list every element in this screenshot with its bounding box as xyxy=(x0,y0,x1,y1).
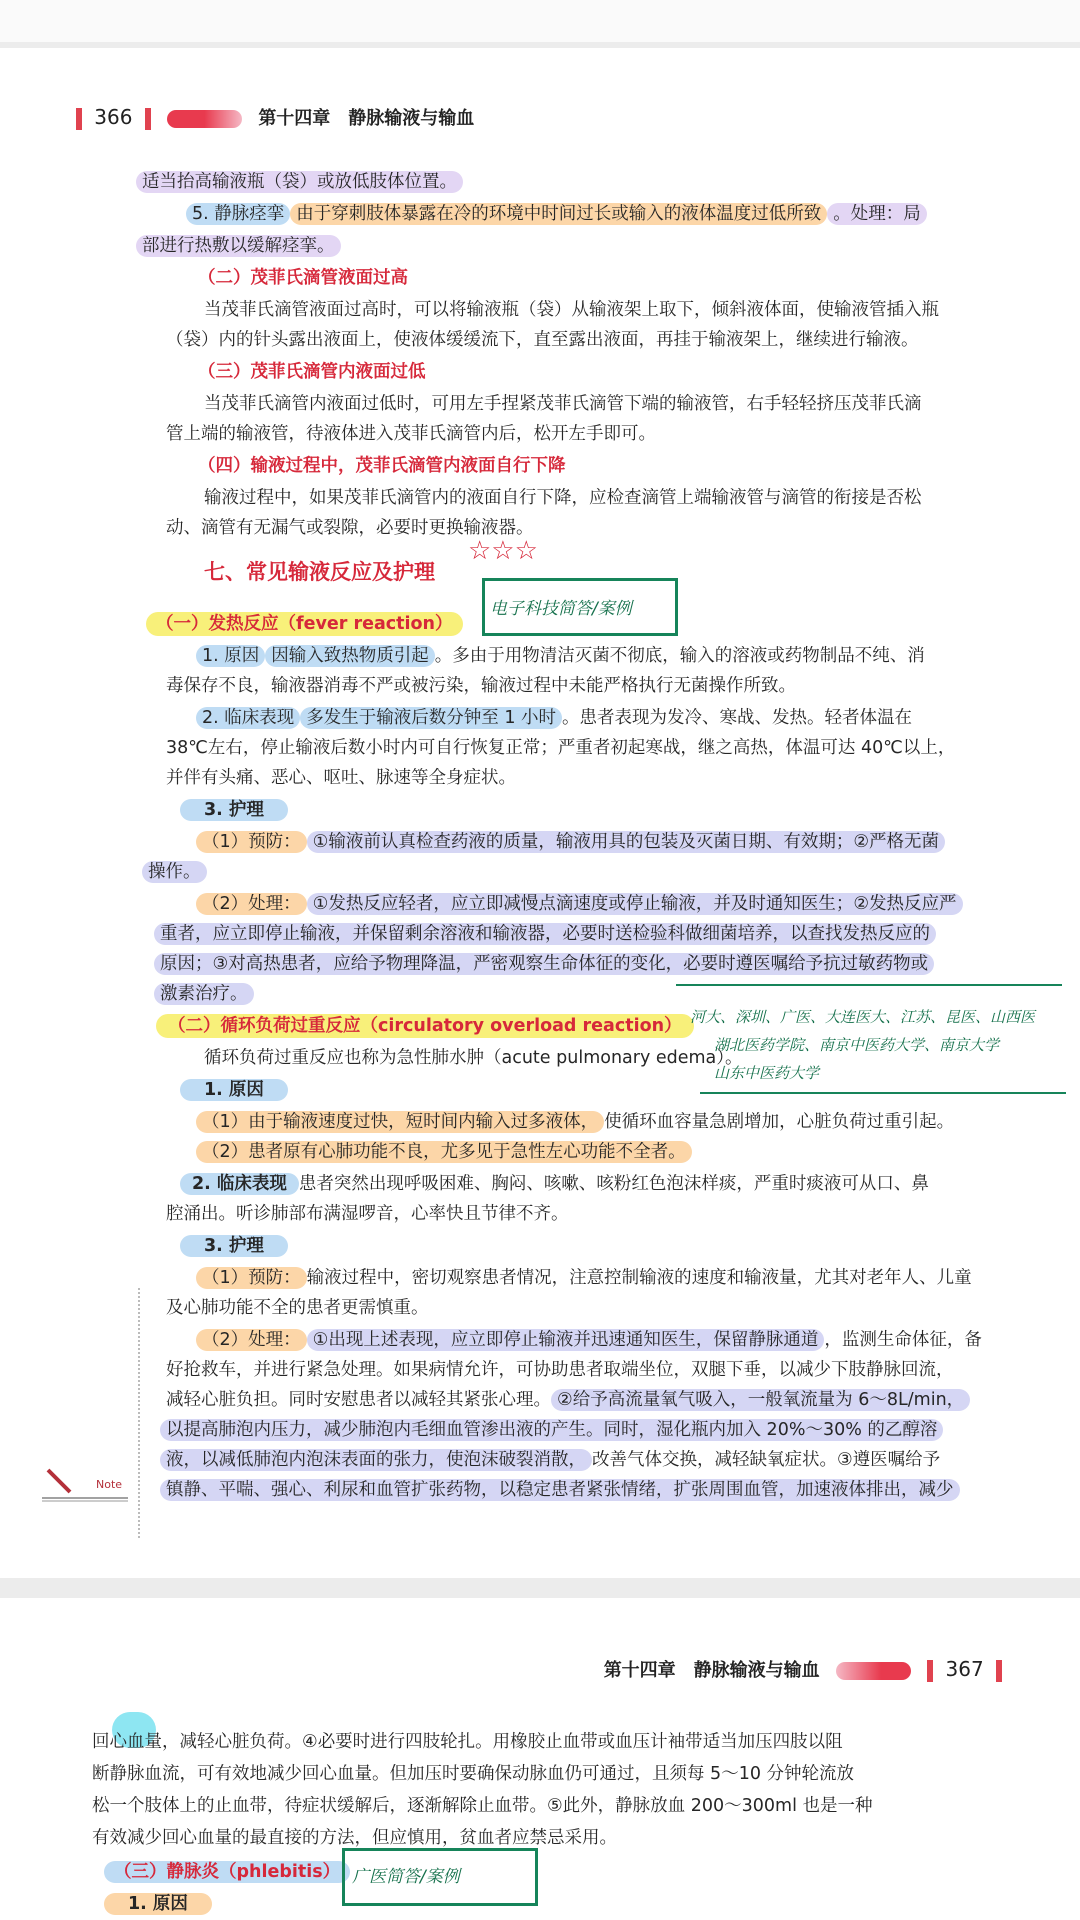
text-line: （2）患者原有心肺功能不良，尤多见于急性左心功能不全者。 xyxy=(196,1140,692,1164)
subheading: 1. 原因 xyxy=(180,1078,288,1102)
text-line: （2）处理： ①发热反应轻者，应立即减慢点滴速度或停止输液，并及时通知医生；②发热反应严 xyxy=(196,892,963,916)
header-pill xyxy=(836,1662,911,1680)
text-line: 38℃左右，停止输液后数小时内可自行恢复正常；严重者初起寒战，继之高热，体温可达 40℃以上， xyxy=(166,738,956,758)
previous-page-strip xyxy=(0,0,1080,42)
text-line: （袋）内的针头露出液面上，使液体缓缓流下，直至露出液面，再挂于输液架上，继续进行输液。 xyxy=(166,330,919,350)
text-line: 减轻心脏负担。同时安慰患者以减轻其紧张心理。 ②给予高流量氧气吸入，一般氧流量为 6～8L/min， xyxy=(166,1388,970,1412)
text-line: 激素治疗。 xyxy=(154,982,254,1006)
section-heading: 七、常见输液反应及护理 xyxy=(204,560,435,584)
text-line: 松一个肢体上的止血带，待症状缓解后，逐渐解除止血带。⑤此外，静脉放血 200～300ml 也是一种 xyxy=(92,1796,873,1816)
page-header xyxy=(604,1656,1002,1682)
text-line: 腔涌出。听诊肺部布满湿啰音，心率快且节律不齐。 xyxy=(166,1204,569,1224)
subheading: 1. 原因 xyxy=(104,1892,212,1916)
subheading: （三）静脉炎（phlebitis） xyxy=(104,1860,350,1884)
text-line: 部进行热敷以缓解痉挛。 xyxy=(136,234,341,258)
text-line: 循环负荷过重反应也称为急性肺水肿（acute pulmonary edema）。 xyxy=(204,1048,743,1068)
text-line: 毒保存不良，输液器消毒不严或被污染，输液过程中未能严格执行无菌操作所致。 xyxy=(166,676,796,696)
subheading: （三）茂菲氏滴管内液面过低 xyxy=(198,362,426,382)
subheading: （一）发热反应（fever reaction） xyxy=(146,612,463,636)
handwritten-note: 湖北医药学院、南京中医药大学、南京大学 xyxy=(714,1036,1000,1054)
page-number: 366 xyxy=(94,105,133,129)
text-line: （1）预防： ①输液前认真检查药液的质量，输液用具的包装及灭菌日期、有效期；②严格无菌 xyxy=(196,830,945,854)
handwritten-note: 广医简答/案例 xyxy=(352,1867,460,1887)
page-number: 367 xyxy=(945,1657,984,1681)
handwritten-note: 电子科技简答/案例 xyxy=(490,599,632,619)
handwritten-line xyxy=(700,1092,1066,1094)
text-line: 原因；③对高热患者，应给予物理降温，严密观察生命体征的变化，必要时遵医嘱给予抗过敏药物或 xyxy=(154,952,934,976)
text-line: 好抢救车，并进行紧急处理。如果病情允许，可协助患者取端坐位，双腿下垂，以减少下肢静脉回流， xyxy=(166,1360,954,1380)
text-line: 有效减少回心血量的最直接的方法，但应慎用，贫血者应禁忌采用。 xyxy=(92,1828,617,1848)
text-line: （1）由于输液速度过快，短时间内输入过多液体， 使循环血容量急剧增加，心脏负荷过重引起。 xyxy=(196,1110,954,1134)
note-marker xyxy=(40,1466,130,1506)
header-pill xyxy=(167,110,242,128)
text-line: 重者，应立即停止输液，并保留剩余溶液和输液器，必要时送检验科做细菌培养，以查找发热反应的 xyxy=(154,922,936,946)
text-line: 2. 临床表现 多发生于输液后数分钟至 1 小时 。患者表现为发冷、寒战、发热。轻者体温在 xyxy=(196,706,912,730)
text-line: 1. 原因 因输入致热物质引起 。多由于用物清洁灭菌不彻底，输入的溶液或药物制品不纯、消 xyxy=(196,644,925,668)
text-line: （1）预防： 输液过程中，密切观察患者情况，注意控制输液的速度和输液量，尤其对老年人、儿童 xyxy=(196,1266,972,1290)
text-line: 回心血量，减轻心脏负荷。④必要时进行四肢轮扎。用橡胶止血带或血压计袖带适当加压四肢以阻 xyxy=(92,1732,843,1752)
subheading: （四）输液过程中，茂菲氏滴管内液面自行下降 xyxy=(198,456,566,476)
text-line: 2. 临床表现 患者突然出现呼吸困难、胸闷、咳嗽、咳粉红色泡沫样痰，严重时痰液可从口、鼻 xyxy=(180,1172,929,1196)
page-367 xyxy=(0,1598,1080,1920)
star-doodle: ☆☆☆ xyxy=(468,536,538,566)
subheading: 3. 护理 xyxy=(180,798,288,822)
handwritten-line xyxy=(676,984,1062,986)
page-header xyxy=(76,104,474,130)
header-bar xyxy=(76,108,82,130)
text-line: 适当抬高输液瓶（袋）或放低肢体位置。 xyxy=(136,170,463,194)
text-line: 动、滴管有无漏气或裂隙，必要时更换输液器。 xyxy=(166,518,534,538)
subheading: （二）茂菲氏滴管液面过高 xyxy=(198,268,408,288)
text-line: 及心肺功能不全的患者更需慎重。 xyxy=(166,1298,429,1318)
header-bar xyxy=(145,108,151,130)
text-line: 液，以减低肺泡内泡沫表面的张力，使泡沫破裂消散， 改善气体交换，减轻缺氧症状。③遵医嘱给予 xyxy=(160,1448,940,1472)
handwritten-note: 山东中医药大学 xyxy=(714,1064,820,1082)
text-line: 输液过程中，如果茂菲氏滴管内的液面自行下降，应检查滴管上端输液管与滴管的衔接是否松 xyxy=(204,488,922,508)
text-line: 并伴有头痛、恶心、呕吐、脉速等全身症状。 xyxy=(166,768,516,788)
text-line: 管上端的输液管，待液体进入茂菲氏滴管内后，松开左手即可。 xyxy=(166,424,656,444)
text-line: 以提高肺泡内压力，减少肺泡内毛细血管渗出液的产生。同时，湿化瓶内加入 20%～30% 的乙醇溶 xyxy=(160,1418,943,1442)
margin-dotted-line xyxy=(138,1288,140,1538)
page-366 xyxy=(0,48,1080,1578)
chapter-title: 第十四章 静脉输液与输血 xyxy=(603,1660,820,1681)
text-line: 镇静、平喘、强心、利尿和血管扩张药物，以稳定患者紧张情绪，扩张周围血管，加速液体排出，减少 xyxy=(160,1478,960,1502)
note-label: Note xyxy=(96,1478,123,1491)
text-line: 当茂菲氏滴管内液面过低时，可用左手捏紧茂菲氏滴管下端的输液管，右手轻轻挤压茂菲氏滴 xyxy=(204,394,922,414)
text-line: （2）处理： ①出现上述表现，应立即停止输液并迅速通知医生，保留静脉通道 ，监测生命体征，备 xyxy=(196,1328,982,1352)
subheading: 3. 护理 xyxy=(180,1234,288,1258)
chapter-title: 第十四章 静脉输液与输血 xyxy=(258,108,475,129)
text-line: 操作。 xyxy=(142,860,207,884)
header-bar xyxy=(927,1660,933,1682)
header-bar xyxy=(996,1660,1002,1682)
subheading: （二）循环负荷过重反应（circulatory overload reaction） xyxy=(156,1014,694,1038)
text-line: 5. 静脉痉挛 由于穿刺肢体暴露在冷的环境中时间过长或输入的液体温度过低所致 。处理：局 xyxy=(186,202,927,226)
text-line: 当茂菲氏滴管液面过高时，可以将输液瓶（袋）从输液架上取下，倾斜液体面，使输液管插入瓶 xyxy=(204,300,939,320)
handwritten-note: 河大、深圳、广医、大连医大、江苏、昆医、山西医 xyxy=(690,1008,1036,1026)
text-line: 断静脉血流，可有效地减少回心血量。但加压时要确保动脉血仍可通过，且须每 5～10 分钟轮流放 xyxy=(92,1764,855,1784)
